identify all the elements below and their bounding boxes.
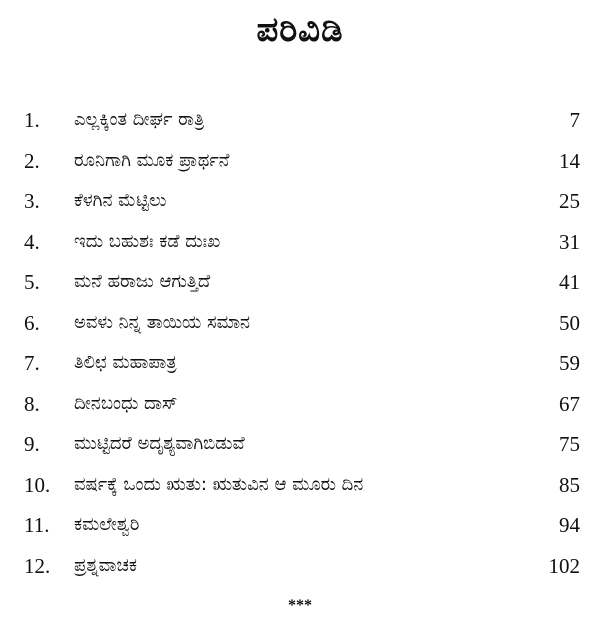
entry-number: 10. — [24, 472, 51, 497]
entry-page-number: 67 — [559, 391, 580, 416]
entry-page-number: 14 — [559, 148, 580, 173]
entry-number: 1. — [24, 108, 40, 132]
toc-entry-11 — [0, 507, 600, 548]
entry-number: 12. — [24, 553, 51, 578]
toc-entry-8 — [0, 386, 600, 427]
entry-number: 5. — [24, 270, 40, 294]
entry-title: ಮನೆ ಹರಾಜು ಆಗುತ್ತಿದೆ — [74, 271, 211, 292]
entry-title: ಮುಟ್ಟಿದರೆ ಅದೃಶ್ಯವಾಗಿಬಿಡುವೆ — [74, 433, 245, 454]
entry-page-number: 102 — [548, 553, 580, 578]
entry-page-number: 59 — [559, 351, 580, 375]
entry-number: 9. — [24, 432, 40, 456]
entry-title: ದೀನಬಂಧು ದಾಸ್ — [74, 392, 178, 414]
entry-number: 6. — [24, 310, 40, 335]
entry-number: 3. — [24, 189, 40, 213]
toc-entry-1 — [0, 102, 600, 143]
entry-number: 4. — [24, 229, 40, 254]
entry-title: ಪ್ರಶ್ನವಾಚಕ — [74, 554, 137, 576]
entry-page-number: 85 — [559, 472, 580, 497]
toc-entry-2 — [0, 143, 600, 184]
entry-page-number: 50 — [559, 310, 580, 335]
toc-entry-6 — [0, 305, 600, 346]
toc-entry-9 — [0, 426, 600, 467]
entry-page-number: 7 — [569, 108, 580, 132]
entry-page-number: 94 — [559, 513, 580, 537]
entry-number: 2. — [24, 148, 40, 173]
toc-entry-10 — [0, 467, 600, 508]
entry-number: 11. — [24, 513, 50, 537]
entry-title: ಕೆಳಗಿನ ಮೆಟ್ಟಿಲು — [74, 190, 167, 211]
entry-title: ರೂನಿಗಾಗಿ ಮೂಕ ಪ್ರಾರ್ಥನೆ — [74, 149, 230, 171]
toc-entry-12 — [0, 548, 600, 589]
toc-entry-3 — [0, 183, 600, 224]
table-of-contents — [0, 102, 600, 588]
entry-number: 8. — [24, 391, 40, 416]
entry-page-number: 75 — [559, 432, 580, 456]
end-ornament: *** — [288, 597, 312, 614]
entry-number: 7. — [24, 351, 40, 375]
entry-page-number: 41 — [559, 270, 580, 294]
entry-page-number: 25 — [559, 189, 580, 213]
toc-entry-5 — [0, 264, 600, 305]
entry-title: ತಿಲಿಛ ಮಹಾಪಾತ್ರ — [74, 352, 177, 373]
entry-title: ವರ್ಷಕ್ಕೆ ಒಂದು ಋತು: ಋತುವಿನ ಆ ಮೂರು ದಿನ — [74, 473, 364, 495]
entry-page-number: 31 — [559, 229, 580, 254]
entry-title: ಅವಳು ನಿನ್ನ ತಾಯಿಯ ಸಮಾನ — [74, 311, 251, 333]
entry-title: ಎಲ್ಲಕ್ಕಿಂತ ದೀರ್ಘ ರಾತ್ರಿ — [74, 109, 205, 130]
entry-title: ಇದು ಬಹುಶಃ ಕಡೆ ದುಃಖ — [74, 230, 221, 252]
toc-entry-4 — [0, 224, 600, 265]
page-title: ಪರಿವಿಡಿ — [256, 10, 344, 50]
entry-title: ಕಮಲೇಶ್ವರಿ — [74, 514, 140, 535]
toc-entry-7 — [0, 345, 600, 386]
